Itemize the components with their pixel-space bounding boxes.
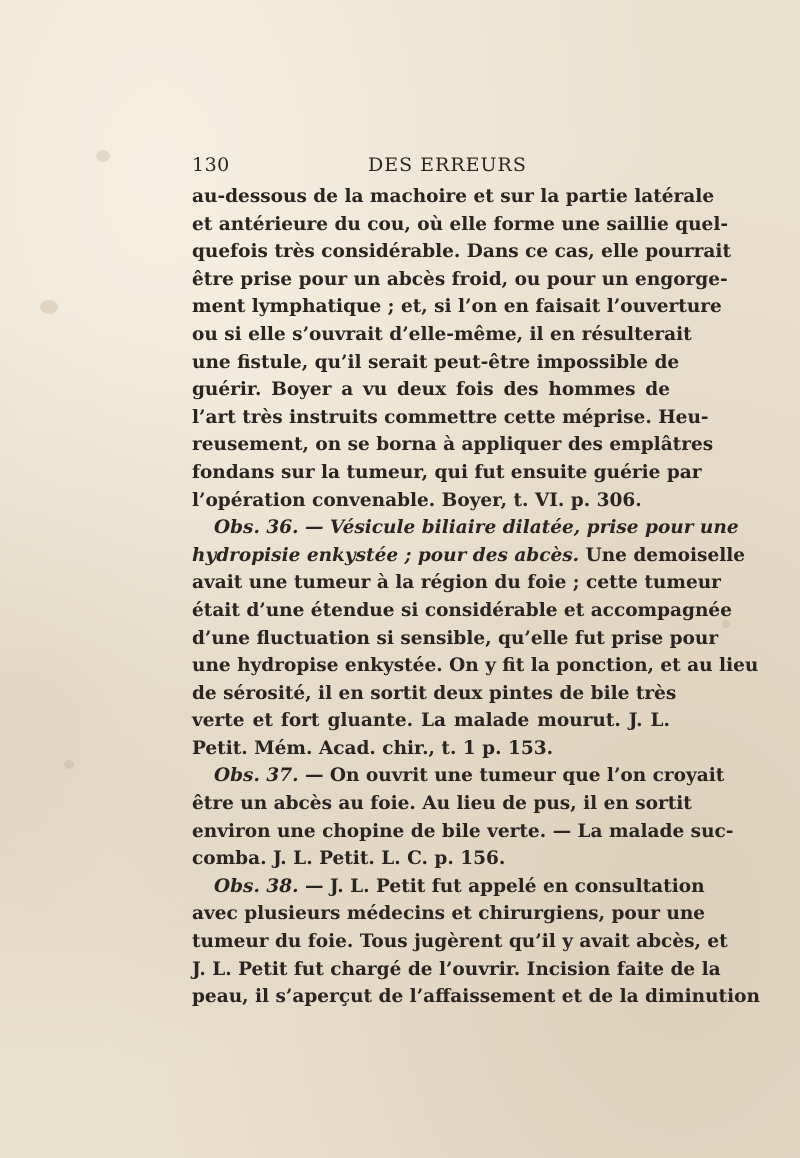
- foxing-spot: [722, 620, 730, 628]
- text-line: avait une tumeur à la région du foie ; cette tumeur: [192, 572, 721, 594]
- text-line: l’art très instruits commettre cette méprise. Heu-: [192, 406, 709, 428]
- obs-title: hydropisie enkystée ; pour des abcès.: [192, 544, 580, 566]
- text-line: au-dessous de la machoire et sur la partie latérale: [192, 186, 715, 207]
- text-line: être un abcès au foie. Au lieu de pus, il en sortit: [192, 793, 692, 815]
- obs-title: Vésicule biliaire dilatée, prise pour une: [329, 517, 739, 539]
- text-line: guérir. Boyer a vu deux fois des hommes de: [192, 379, 670, 401]
- observation-38: [192, 873, 760, 1011]
- text-line: [192, 542, 746, 570]
- obs-text: Une demoiselle: [579, 544, 746, 566]
- foxing-spot: [64, 760, 74, 769]
- text-line: peau, il s’aperçut de l’affaissement et de la diminution: [192, 986, 760, 1008]
- text-line: d’une fluctuation si sensible, qu’elle fut prise pour: [192, 627, 719, 649]
- obs-body: [192, 790, 734, 873]
- body-text: [192, 183, 760, 1011]
- text-line: [192, 514, 739, 542]
- text-line: verte et fort gluante. La malade mourut. J. L.: [192, 710, 670, 732]
- text-line: une hydropise enkystée. On y fit la ponction, et au lieu: [192, 655, 759, 677]
- text-line: J. L. Petit fut chargé de l’ouvrir. Incision faite de la: [192, 958, 721, 980]
- text-line: était d’une étendue si considérable et accompagnée: [192, 599, 732, 621]
- obs-body: [192, 900, 760, 1010]
- text-line: comba. J. L. Petit. L. C. p. 156.: [192, 848, 506, 870]
- text-line: fondans sur la tumeur, qui fut ensuite guérie par: [192, 461, 702, 483]
- obs-body: [192, 569, 759, 762]
- text-line: [192, 873, 705, 901]
- text-line: être prise pour un abcès froid, ou pour un engorge-: [192, 268, 728, 290]
- obs-label: Obs. 36. —: [214, 517, 330, 539]
- page-number: 130: [192, 154, 230, 176]
- text-line: de sérosité, il en sortit deux pintes de bile très: [192, 682, 677, 704]
- text-line: ment lymphatique ; et, si l’on en faisait l’ouverture: [192, 296, 722, 318]
- paragraph-continuation: [192, 183, 731, 514]
- observation-37: [192, 762, 734, 872]
- obs-text: — On ouvrit une tumeur que l’on croyait: [298, 765, 725, 787]
- text-line: une fistule, qu’il serait peut-être impossible de: [192, 351, 680, 373]
- text-line: l’opération convenable. Boyer, t. VI. p. 306.: [192, 489, 642, 511]
- text-line: ou si elle s’ouvrait d’elle-même, il en résulterait: [192, 323, 692, 345]
- obs-label: Obs. 38.: [214, 875, 299, 897]
- text-line: avec plusieurs médecins et chirurgiens, pour une: [192, 903, 706, 925]
- text-line: reusement, on se borna à appliquer des emplâtres: [192, 434, 714, 456]
- page-header: [192, 152, 670, 182]
- text-line: et antérieure du cou, où elle forme une saillie quel-: [192, 213, 729, 235]
- text-line: quefois très considérable. Dans ce cas, elle pourrait: [192, 241, 731, 263]
- foxing-spot: [40, 300, 58, 314]
- obs-text: — J. L. Petit fut appelé en consultation: [298, 875, 705, 897]
- foxing-spot: [96, 150, 110, 162]
- obs-label: Obs. 37.: [214, 765, 299, 787]
- observation-36: [192, 514, 759, 762]
- text-line: Petit. Mém. Acad. chir., t. 1 p. 153.: [192, 737, 554, 759]
- text-line: [192, 762, 725, 790]
- text-line: tumeur du foie. Tous jugèrent qu’il y avait abcès, et: [192, 931, 728, 953]
- running-title: DES ERREURS: [368, 154, 527, 176]
- text-line: environ une chopine de bile verte. — La malade suc-: [192, 820, 734, 842]
